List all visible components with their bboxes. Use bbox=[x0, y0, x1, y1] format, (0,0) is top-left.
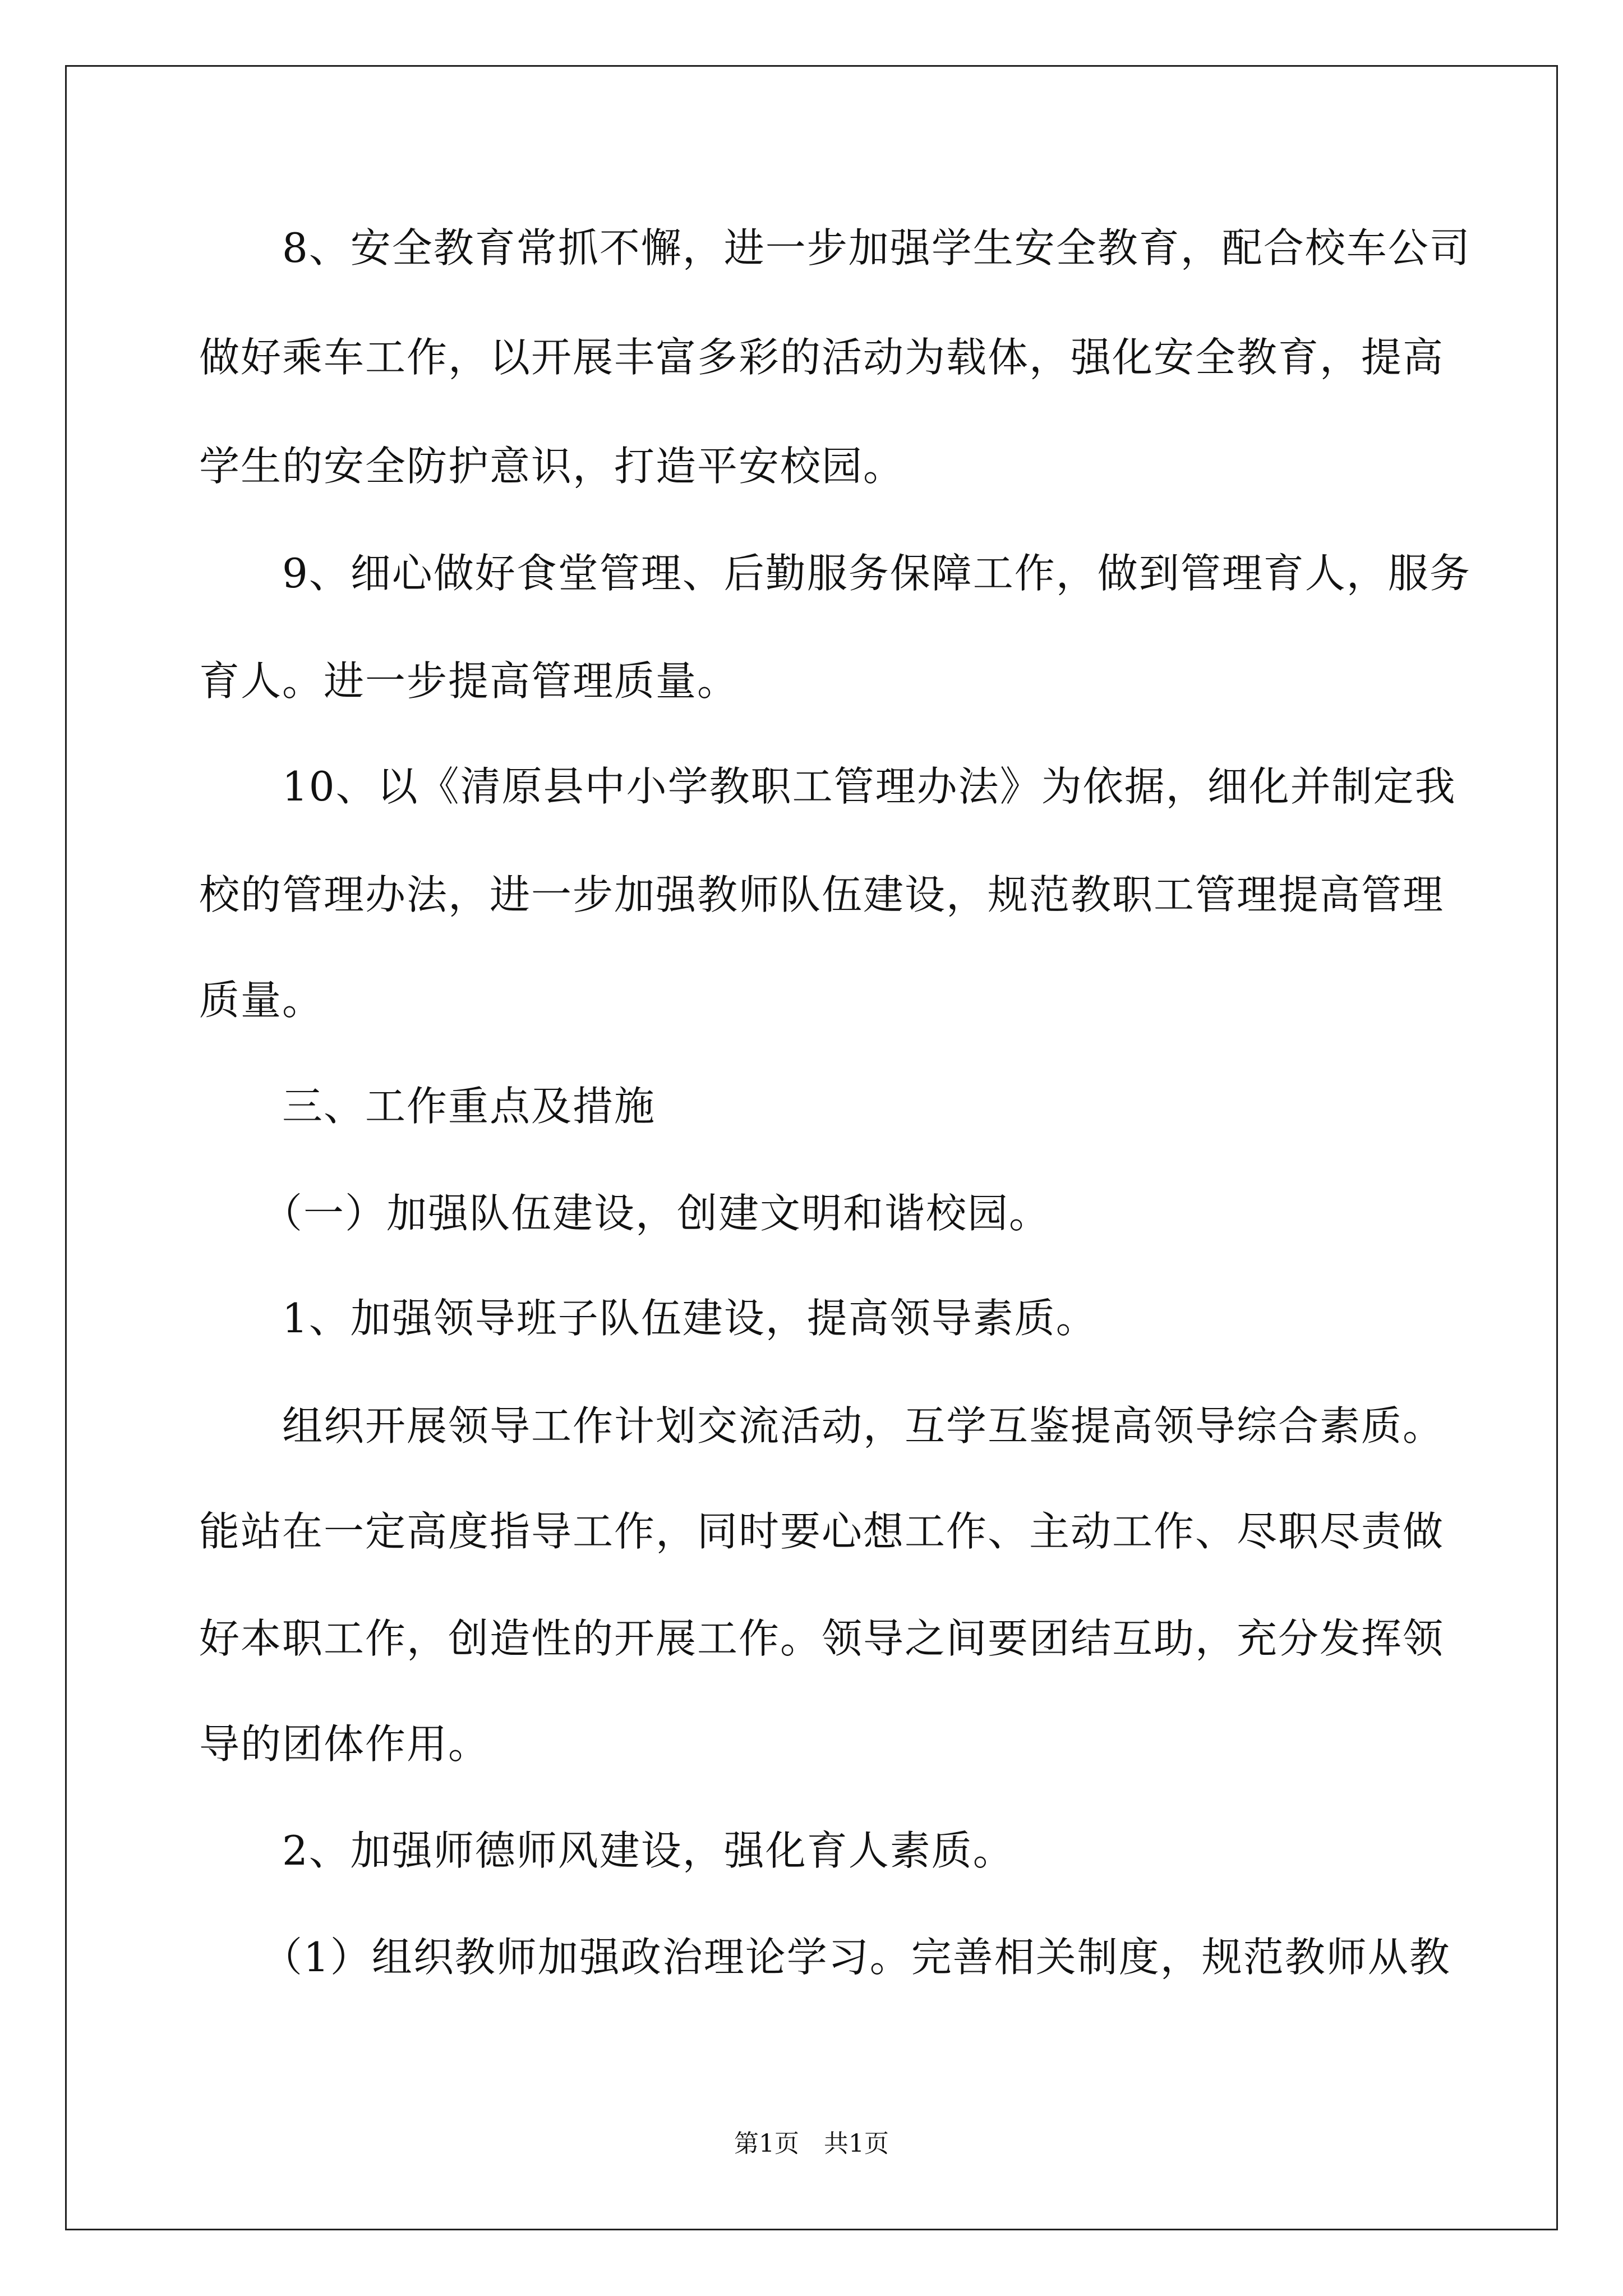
page-frame bbox=[65, 65, 1558, 2230]
subsection-heading: （一）加强队伍建设，创建文明和谐校园。 bbox=[199, 1190, 1051, 1237]
text-line: 育人。进一步提高管理质量。 bbox=[199, 657, 739, 705]
page-number: 第1页 共1页 bbox=[734, 2129, 889, 2158]
text-line: 1、加强领导班子队伍建设，提高领导素质。 bbox=[199, 1295, 1098, 1342]
text-line: 好本职工作，创造性的开展工作。领导之间要团结互助，充分发挥领 bbox=[199, 1615, 1445, 1662]
text-line: （1）组织教师加强政治理论学习。完善相关制度，规范教师从教 bbox=[199, 1934, 1451, 1981]
text-line: 10、以《清原县中小学教职工管理办法》为依据，细化并制定我 bbox=[199, 763, 1456, 810]
text-line: 质量。 bbox=[199, 977, 324, 1024]
text-line: 8、安全教育常抓不懈，进一步加强学生安全教育，配合校车公司 bbox=[199, 224, 1471, 272]
text-line: 导的团体作用。 bbox=[199, 1720, 490, 1768]
text-line: 组织开展领导工作计划交流活动，互学互鉴提高领导综合素质。 bbox=[199, 1402, 1445, 1450]
text-line: 做好乘车工作，以开展丰富多彩的活动为载体，强化安全教育，提高 bbox=[199, 334, 1445, 381]
section-heading: 三、工作重点及措施 bbox=[199, 1083, 656, 1130]
text-line: 校的管理办法，进一步加强教师队伍建设，规范教职工管理提高管理 bbox=[199, 871, 1445, 918]
text-line: 9、细心做好食堂管理、后勤服务保障工作，做到管理育人，服务 bbox=[199, 550, 1471, 597]
text-line: 学生的安全防护意识，打造平安校园。 bbox=[199, 443, 905, 490]
text-line: 能站在一定高度指导工作，同时要心想工作、主动工作、尽职尽责做 bbox=[199, 1508, 1445, 1555]
text-line: 2、加强师德师风建设，强化育人素质。 bbox=[199, 1827, 1015, 1874]
